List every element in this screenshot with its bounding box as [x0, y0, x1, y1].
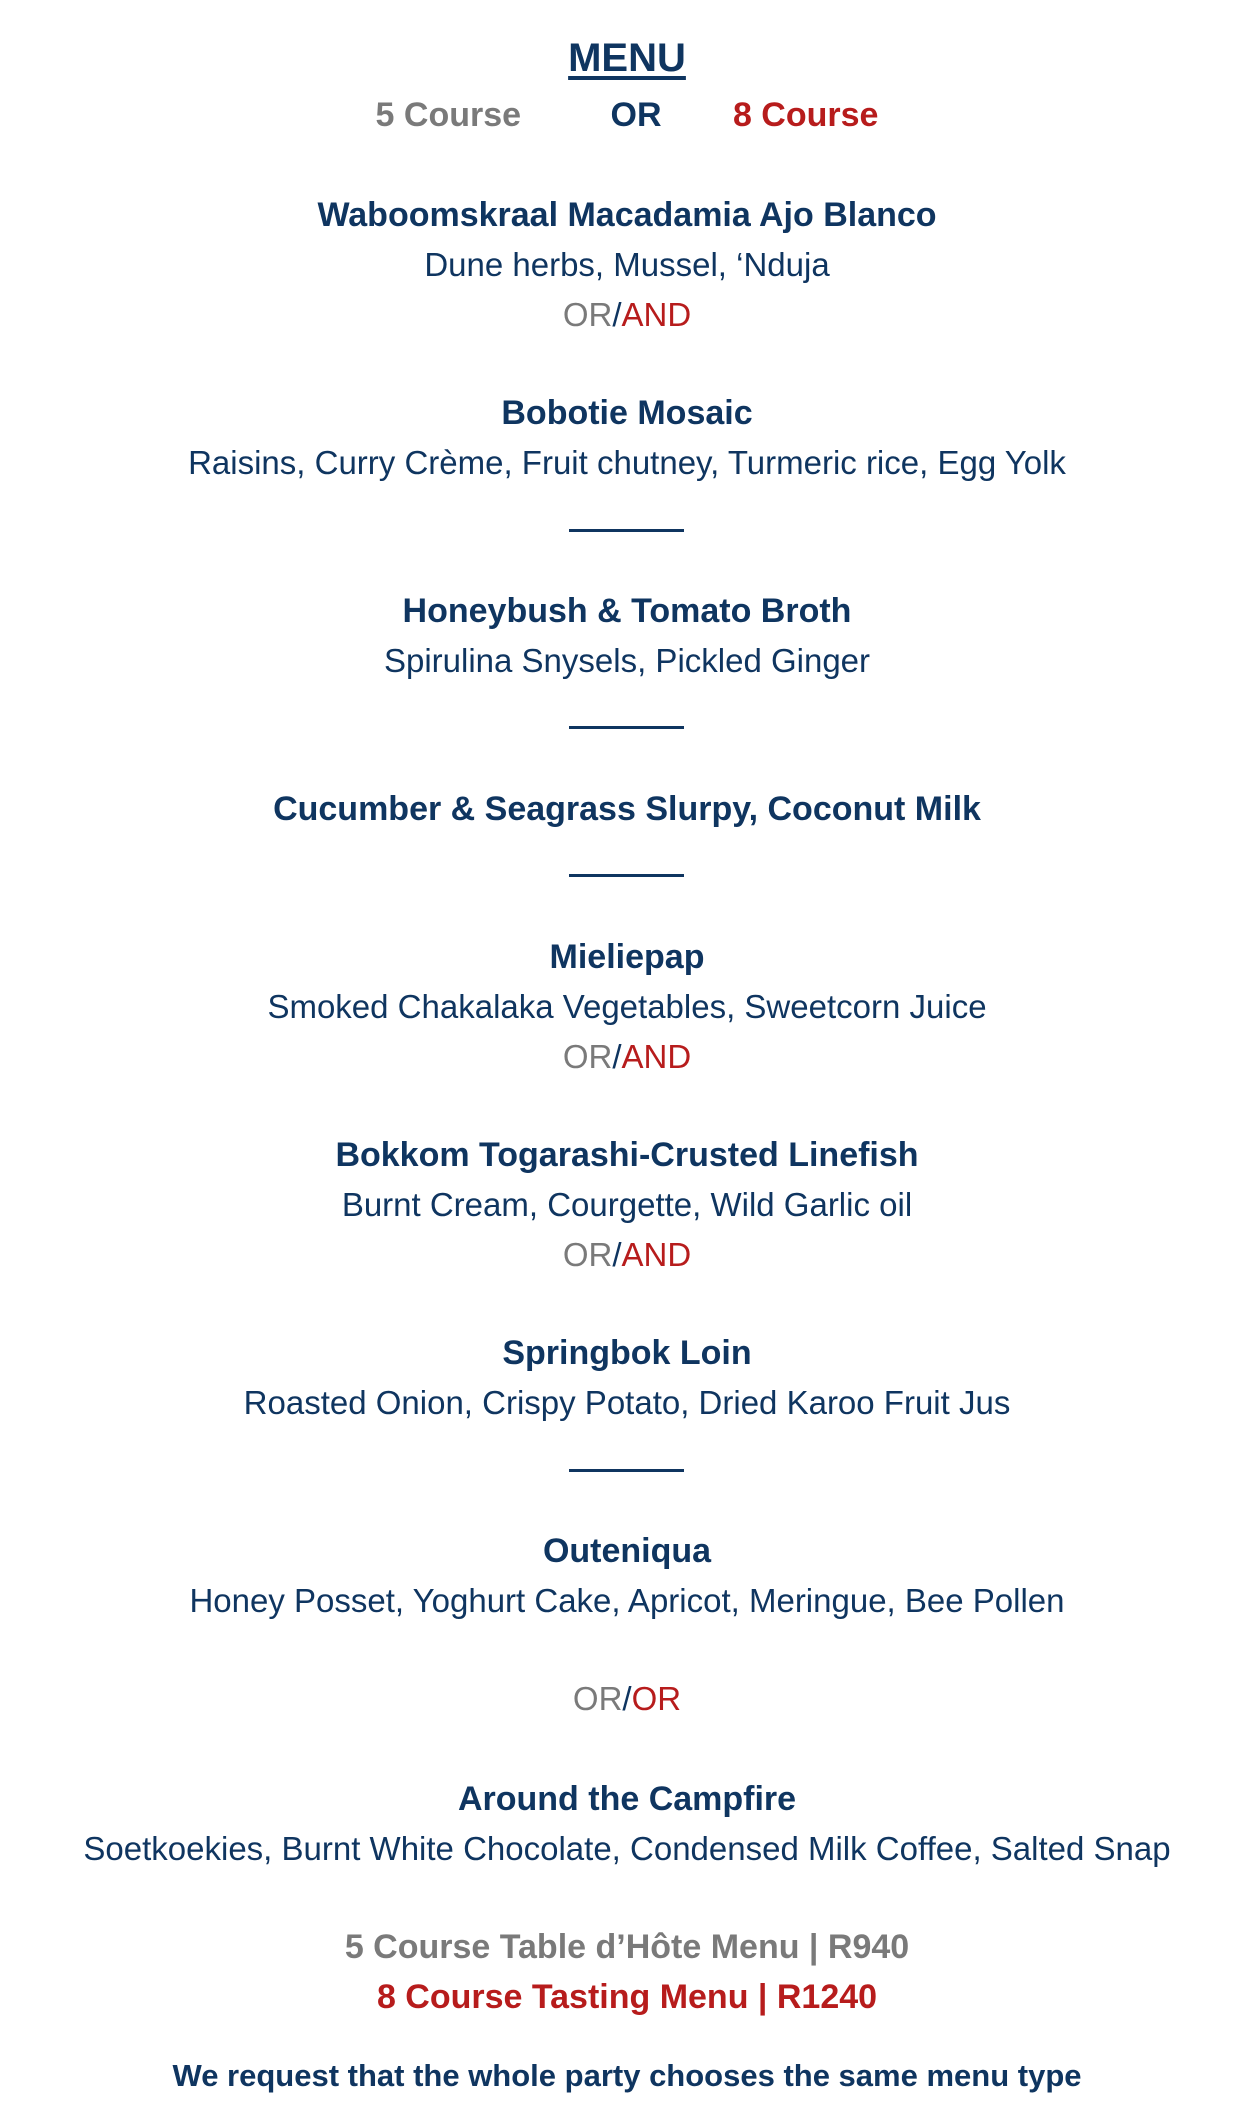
- or-and-connector: [0, 1236, 1254, 1274]
- dish-name: Waboomskraal Macadamia Ajo Blanco: [317, 196, 937, 234]
- dish-description: Burnt Cream, Courgette, Wild Garlic oil: [341, 1186, 913, 1223]
- connector-and: AND: [621, 1038, 692, 1075]
- dish-name: Bobotie Mosaic: [501, 394, 753, 432]
- dish-name: Outeniqua: [542, 1532, 712, 1570]
- connector-or: OR: [562, 1236, 613, 1273]
- dish-description: Raisins, Curry Crème, Fruit chutney, Turmeric rice, Egg Yolk: [188, 444, 1066, 481]
- connector-slash: /: [612, 1236, 622, 1273]
- connector-and: AND: [621, 296, 692, 333]
- connector-slash: /: [622, 1680, 632, 1717]
- or-and-connector: [0, 296, 1254, 334]
- price-5-course: 5 Course Table d’Hôte Menu | R940: [344, 1928, 910, 1966]
- dish-name: Around the Campfire: [457, 1780, 797, 1818]
- connector-slash: /: [612, 296, 622, 333]
- dish-description: Honey Posset, Yoghurt Cake, Apricot, Meringue, Bee Pollen: [189, 1582, 1065, 1619]
- party-notice: We request that the whole party chooses the same menu type: [172, 2058, 1082, 2093]
- connector-and: AND: [621, 1236, 692, 1273]
- or-or-connector: [0, 1680, 1254, 1718]
- or-and-connector: [0, 1038, 1254, 1076]
- connector-or: OR: [572, 1680, 623, 1717]
- connector-or: OR: [562, 1038, 613, 1075]
- dish-description: Spirulina Snysels, Pickled Ginger: [383, 642, 871, 679]
- section-divider: [569, 874, 684, 877]
- section-divider: [569, 529, 684, 532]
- option-or: OR: [610, 96, 662, 134]
- connector-or-red: OR: [631, 1680, 682, 1717]
- price-8-course: 8 Course Tasting Menu | R1240: [376, 1978, 878, 2016]
- menu-title: MENU: [568, 36, 686, 80]
- dish-name: Honeybush & Tomato Broth: [402, 592, 852, 630]
- dish-name: Bokkom Togarashi-Crusted Linefish: [335, 1136, 919, 1174]
- connector-or: OR: [562, 296, 613, 333]
- dish-description: Smoked Chakalaka Vegetables, Sweetcorn Juice: [267, 988, 987, 1025]
- option-8-course: 8 Course: [732, 96, 879, 134]
- dish-description: Soetkoekies, Burnt White Chocolate, Condensed Milk Coffee, Salted Snap: [83, 1830, 1171, 1867]
- dish-name: Cucumber & Seagrass Slurpy, Coconut Milk: [273, 790, 981, 828]
- connector-slash: /: [612, 1038, 622, 1075]
- option-5-course: 5 Course: [375, 96, 522, 134]
- dish-name: Springbok Loin: [502, 1334, 752, 1372]
- course-options: [0, 96, 1254, 135]
- dish-description: Dune herbs, Mussel, ‘Nduja: [424, 246, 830, 283]
- dish-description: Roasted Onion, Crispy Potato, Dried Karoo Fruit Jus: [243, 1384, 1011, 1421]
- section-divider: [569, 1469, 684, 1472]
- dish-name: Mieliepap: [549, 938, 705, 976]
- section-divider: [569, 726, 684, 729]
